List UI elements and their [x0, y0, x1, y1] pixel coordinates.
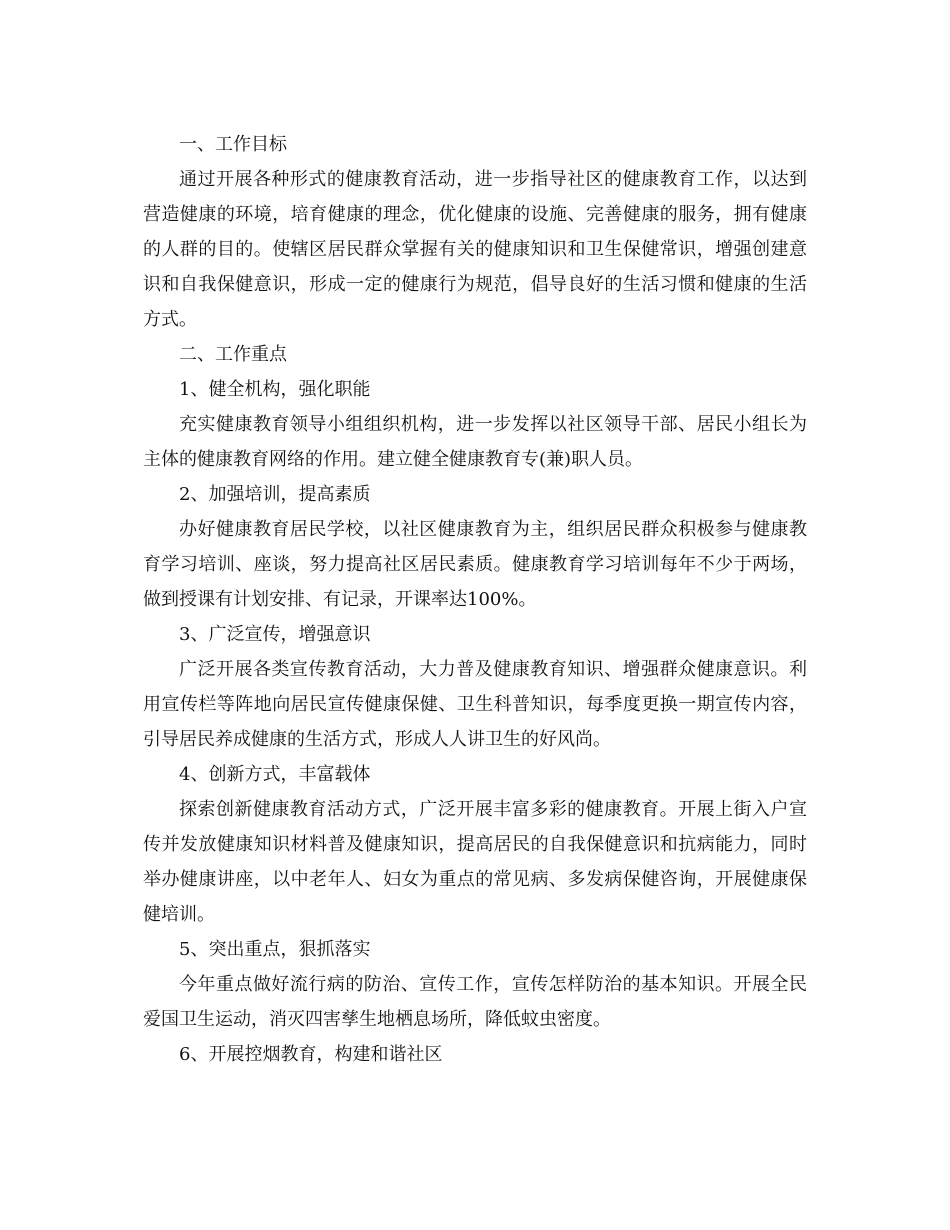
subheading-6: 6、开展控烟教育，构建和谐社区	[179, 1044, 443, 1065]
subheading-5: 5、突出重点，狠抓落实	[179, 939, 371, 960]
section-heading-goals: 一、工作目标	[179, 134, 287, 155]
paragraph-4: 探索创新健康教育活动方式，广泛开展丰富多彩的健康教育。开展上街入户宣传并发放健康知识材料普及健康知识，提高居民的自我保健意识和抗病能力，同时举办健康讲座，以中老年人、妇女为重点的常见病、多发病保健咨询，开展健康保健培训。	[143, 799, 807, 925]
paragraph-2: 办好健康教育居民学校，以社区健康教育为主，组织居民群众积极参与健康教育学习培训、座谈，努力提高社区居民素质。健康教育学习培训每年不少于两场，做到授课有计划安排、有记录，开课率达100%。	[143, 519, 807, 610]
subheading-2: 2、加强培训，提高素质	[179, 484, 371, 505]
section-heading-priorities: 二、工作重点	[179, 344, 287, 365]
document-page	[143, 127, 807, 1072]
subheading-4: 4、创新方式，丰富载体	[179, 764, 371, 785]
paragraph-1: 充实健康教育领导小组组织机构，进一步发挥以社区领导干部、居民小组长为主体的健康教育网络的作用。建立健全健康教育专(兼)职人员。	[143, 414, 807, 470]
paragraph-3: 广泛开展各类宣传教育活动，大力普及健康教育知识、增强群众健康意识。利用宣传栏等阵地向居民宣传健康保健、卫生科普知识，每季度更换一期宣传内容，引导居民养成健康的生活方式，形成人人讲卫生的好风尚。	[143, 659, 807, 750]
paragraph-5: 今年重点做好流行病的防治、宣传工作，宣传怎样防治的基本知识。开展全民爱国卫生运动，消灭四害孳生地栖息场所，降低蚊虫密度。	[143, 974, 807, 1030]
subheading-3: 3、广泛宣传，增强意识	[179, 624, 371, 645]
subheading-1: 1、健全机构，强化职能	[179, 379, 371, 400]
paragraph-goals: 通过开展各种形式的健康教育活动，进一步指导社区的健康教育工作，以达到营造健康的环境，培育健康的理念，优化健康的设施、完善健康的服务，拥有健康的人群的目的。使辖区居民群众掌握有关的健康知识和卫生保健常识，增强创建意识和自我保健意识，形成一定的健康行为规范，倡导良好的生活习惯和健康的生活方式。	[143, 169, 807, 330]
